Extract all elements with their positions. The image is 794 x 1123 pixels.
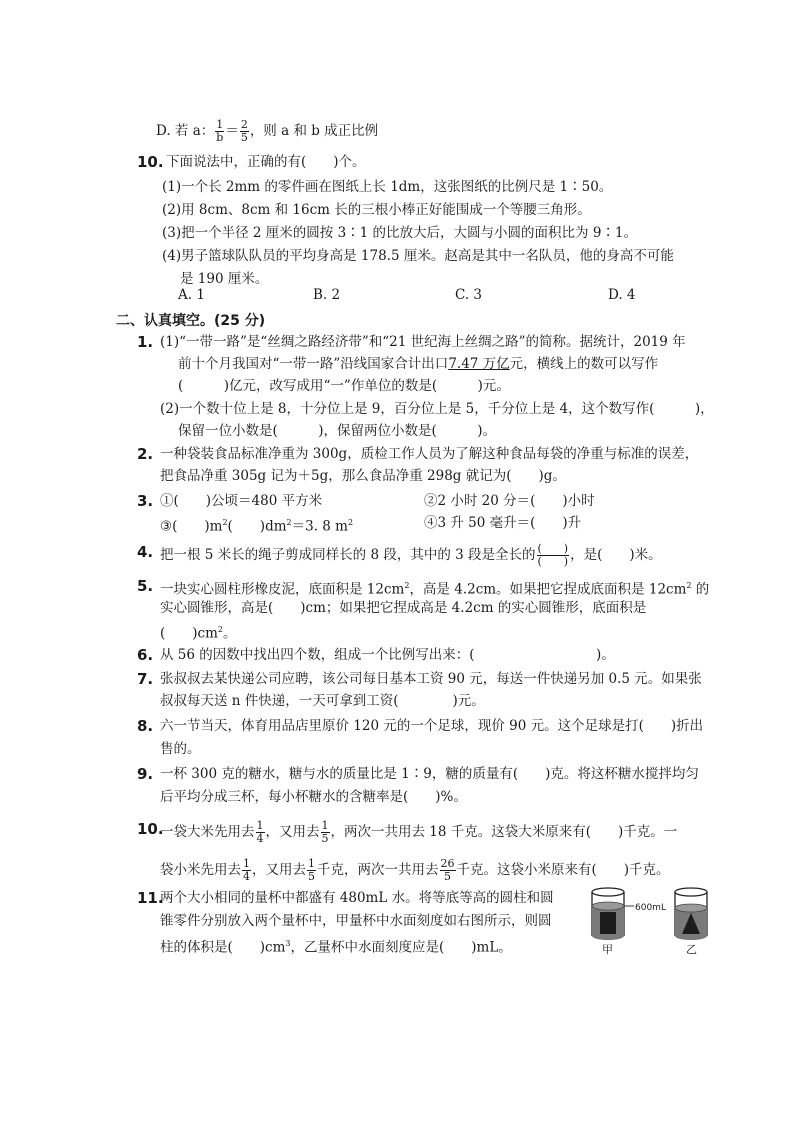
fill-9-number: 9. bbox=[137, 765, 154, 783]
fill-3-d: ④3 升 50 毫升＝( )升 bbox=[424, 515, 582, 531]
fill-8-number: 8. bbox=[137, 717, 154, 735]
question-10-item-4: (4)男子篮球队队员的平均身高是 178.5 厘米。赵高是其中一名队员，他的身高不可能 bbox=[162, 248, 674, 264]
fraction-1-4-b: $\frac{1}{4}$ bbox=[243, 857, 250, 883]
fill-5-line-1: 一块实心圆柱形橡皮泥，底面积是 $12cm^2$，高是 4.2cm。如果把它捏成底面积是 $12cm^2$ 的 bbox=[160, 581, 710, 598]
fill-9-line-2: 后平均分成三杯，每小杯糖水的含糖率是( )%。 bbox=[160, 789, 467, 805]
option-c: C. 3 bbox=[455, 287, 483, 303]
cup-a bbox=[592, 888, 634, 940]
fill-3-a: ①( )公顷＝480 平方米 bbox=[160, 493, 323, 509]
fraction-1-over-b: $\frac{1}{b}$ bbox=[216, 118, 224, 144]
fill-10-number: 10. bbox=[137, 820, 164, 838]
fill-10-line-1: 一袋大米先用去 $\frac{1}{4}$ ，又用去 $\frac{1}{5}$ ，两次一共用去 18 千克。这袋大米原来有( )千克。一 bbox=[160, 819, 678, 845]
fraction-1-5: $\frac{1}{5}$ bbox=[321, 819, 329, 845]
option-d: D. 4 bbox=[608, 287, 636, 303]
question-10-item-3: (3)把一个半径 2 厘米的圆按 3∶1 的比放大后，大圆与小圆的面积比为 9∶1。 bbox=[162, 225, 638, 241]
fill-11-line-3: 柱的体积是( )$cm^3$，乙量杯中水面刻度应是( )mL。 bbox=[160, 939, 512, 956]
section-2-title: 二、认真填空。(25 分) bbox=[116, 313, 266, 329]
fill-11-line-1: 两个大小相同的量杯中都盛有 480mL 水。将等底等高的圆柱和圆 bbox=[160, 890, 554, 906]
fill-9-line-1: 一杯 300 克的糖水，糖与水的质量比是 1∶9，糖的质量有( )克。将这杯糖水搅拌均匀 bbox=[160, 766, 699, 782]
fill-11-number: 11. bbox=[137, 889, 164, 907]
option-a: A. 1 bbox=[178, 287, 205, 303]
cup-b-label: 乙 bbox=[686, 943, 697, 956]
cup-a-level-label: 600mL bbox=[635, 903, 666, 913]
fill-10-line-2: 袋小米先用去 $\frac{1}{4}$ ，又用去 $\frac{1}{5}$ 千克，两次一共用去 $\frac{26}{5}$ 千克。这袋小米原来有( )千克。 bbox=[160, 857, 670, 883]
fill-8-line-2: 售的。 bbox=[160, 741, 201, 757]
fraction-1-5-b: $\frac{1}{5}$ bbox=[308, 857, 315, 883]
fill-2-number: 2. bbox=[137, 445, 154, 463]
cup-b bbox=[675, 888, 707, 940]
option-b: B. 2 bbox=[313, 287, 341, 303]
fill-3-c: ③( )$m^2$( )$dm^2=3$. 8 $m^2$ bbox=[160, 518, 354, 535]
fill-1-line-1: (1)“一带一路”是“丝绸之路经济带”和“21 世纪海上丝绸之路”的简称。据统计，2019 年 bbox=[160, 334, 686, 350]
fill-7-line-2: 叔叔每天送 n 件快递，一天可拿到工资( )元。 bbox=[160, 693, 485, 709]
fill-1-line-5: 保留一位小数是( )，保留两位小数是( )。 bbox=[178, 423, 497, 439]
fill-5-number: 5. bbox=[137, 577, 154, 595]
question-10-item-2: (2)用 8cm、8cm 和 16cm 长的三根小棒正好能围成一个等腰三角形。 bbox=[162, 202, 591, 218]
fill-3-number: 3. bbox=[137, 492, 154, 510]
cylinder-block bbox=[600, 912, 616, 934]
fill-1-line-2: 前十个月我国对“一带一路”沿线国家合计出口7.47 万亿元，横线上的数可以写作 bbox=[178, 356, 659, 372]
fill-7-line-1: 张叔叔去某快递公司应聘，该公司每日基本工资 90 元，每送一件快递另加 0.5 元。如果张 bbox=[160, 671, 702, 687]
fraction-26-5: $\frac{26}{5}$ bbox=[440, 857, 455, 883]
fill-7-number: 7. bbox=[137, 670, 154, 688]
question-10-item-4-cont: 是 190 厘米。 bbox=[180, 271, 269, 287]
fill-8-line-1: 六一节当天，体育用品店里原价 120 元的一个足球，现价 90 元。这个足球是打( )折出 bbox=[160, 718, 704, 734]
underlined-number: 7.47 万亿 bbox=[448, 356, 510, 372]
fill-5-line-2: 实心圆锥形，高是( )cm；如果把它捏成高是 4.2cm 的实心圆锥形，底面积是 bbox=[160, 600, 647, 616]
fill-5-line-3: ( )$cm^2$。 bbox=[160, 625, 237, 642]
option-d-prefix: D. 若 a： bbox=[156, 123, 215, 139]
fill-1-line-3: ( )亿元，改写成用“一”作单位的数是( )元。 bbox=[178, 378, 510, 394]
blank-fraction: $\frac{( )}{( )}$ bbox=[537, 542, 569, 568]
fill-3-b: ②2 小时 20 分＝( )小时 bbox=[424, 493, 595, 509]
fill-2-line-2: 把食品净重 305g 记为＋5g，那么食品净重 298g 就记为( )g。 bbox=[160, 468, 566, 484]
fill-1-line-4: (2)一个数十位上是 8，十分位上是 9，百分位上是 5，千分位上是 4，这个数写作( )， bbox=[160, 401, 714, 417]
fraction-1-4: $\frac{1}{4}$ bbox=[256, 819, 264, 845]
fill-1-number: 1. bbox=[137, 333, 154, 351]
question-10-number: 10. bbox=[137, 153, 164, 171]
cup-a-label: 甲 bbox=[602, 943, 613, 956]
option-d-suffix: ，则 a 和 b 成正比例 bbox=[249, 123, 379, 139]
fill-2-line-1: 一种袋装食品标准净重为 300g，质检工作人员为了解这种食品每袋的净重与标准的误差， bbox=[160, 446, 699, 462]
fraction-2-over-5: $\frac{2}{5}$ bbox=[240, 118, 248, 144]
fill-6-line: 从 56 的因数中找出四个数，组成一个比例写出来：( )。 bbox=[160, 647, 615, 663]
option-d-line: D. 若 a： $\frac{1}{b}$ ＝ $\frac{2}{5}$ ，则 a 和 b 成正比例 bbox=[156, 118, 379, 144]
fill-6-number: 6. bbox=[137, 646, 154, 664]
fill-4-line: 把一根 5 米长的绳子剪成同样长的 8 段，其中的 3 段是全长的 $\frac{( )}{( )}$ ，是( )米。 bbox=[160, 542, 662, 568]
question-10-item-1: (1)一个长 2mm 的零件画在图纸上长 1dm，这张图纸的比例尺是 1∶50。 bbox=[162, 179, 613, 195]
question-10-stem: 下面说法中，正确的有( )个。 bbox=[166, 154, 366, 170]
fill-4-number: 4. bbox=[137, 543, 154, 561]
fill-11-line-2: 锥零件分别放入两个量杯中，甲量杯中水面刻度如右图所示，则圆 bbox=[160, 913, 552, 929]
